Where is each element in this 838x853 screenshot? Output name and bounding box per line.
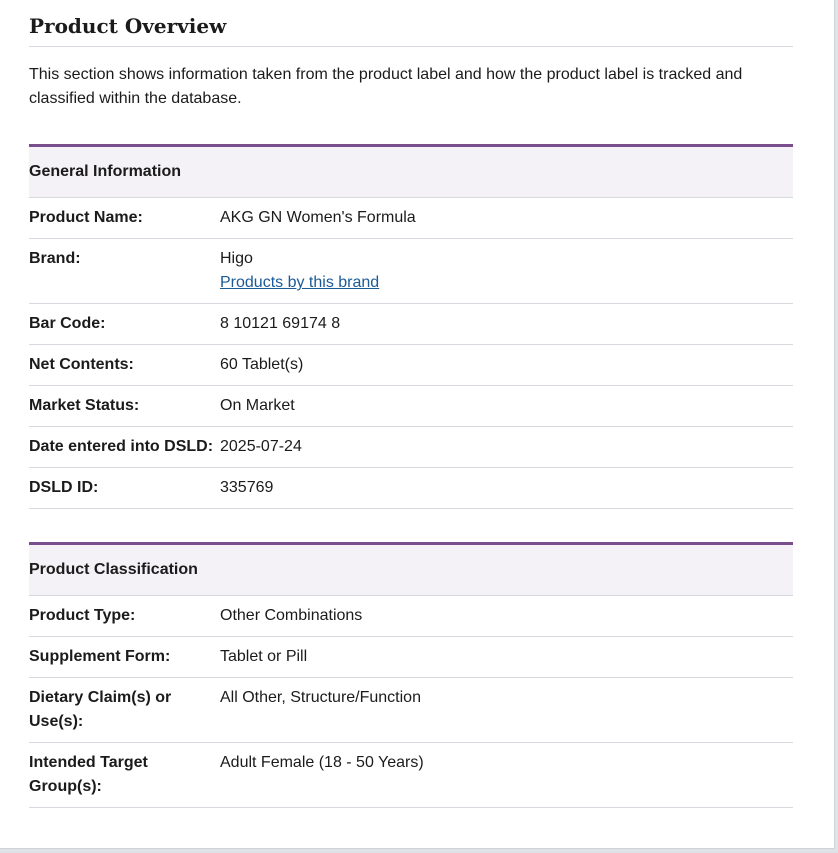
product-type-value: Other Combinations: [220, 596, 793, 637]
table-row: [29, 386, 793, 427]
table-row: [29, 743, 793, 808]
market-status-value: On Market: [220, 386, 793, 427]
product-classification-table: [29, 542, 793, 808]
section-heading-general-information: General Information: [29, 146, 793, 198]
table-row: [29, 345, 793, 386]
page-title: Product Overview: [29, 14, 227, 38]
net-contents-label: Net Contents:: [29, 345, 220, 386]
dsld-id-value: 335769: [220, 468, 793, 509]
supplement-form-value: Tablet or Pill: [220, 637, 793, 678]
product-name-label: Product Name:: [29, 198, 220, 239]
date-entered-value: 2025-07-24: [220, 427, 793, 468]
product-classification-header-row: [29, 544, 793, 596]
products-by-brand-link[interactable]: Products by this brand: [220, 274, 380, 291]
table-row: [29, 427, 793, 468]
table-row: [29, 678, 793, 743]
bar-code-value: 8 10121 69174 8: [220, 304, 793, 345]
product-overview-content: [29, 0, 793, 808]
product-type-label: Product Type:: [29, 596, 220, 637]
table-row: [29, 637, 793, 678]
net-contents-value: 60 Tablet(s): [220, 345, 793, 386]
bar-code-label: Bar Code:: [29, 304, 220, 345]
general-information-table: [29, 144, 793, 509]
brand-value: Higo: [220, 250, 253, 267]
product-name-value: AKG GN Women's Formula: [220, 198, 793, 239]
dsld-id-label: DSLD ID:: [29, 468, 220, 509]
table-row: [29, 596, 793, 637]
target-group-label: Intended Target Group(s):: [29, 743, 220, 808]
dietary-claims-value: All Other, Structure/Function: [220, 678, 793, 743]
supplement-form-label: Supplement Form:: [29, 637, 220, 678]
section-heading-product-classification: Product Classification: [29, 544, 793, 596]
intro-text: This section shows information taken from the product label and how the product label is tracked and classified within the database.: [29, 66, 743, 107]
general-information-header-row: [29, 146, 793, 198]
dietary-claims-label: Dietary Claim(s) or Use(s):: [29, 678, 220, 743]
table-row: [29, 304, 793, 345]
table-row: [29, 239, 793, 304]
target-group-value: Adult Female (18 - 50 Years): [220, 743, 793, 808]
table-row: [29, 198, 793, 239]
table-row: [29, 468, 793, 509]
brand-cell: [220, 239, 793, 304]
title-divider: [29, 46, 793, 47]
market-status-label: Market Status:: [29, 386, 220, 427]
date-entered-label: Date entered into DSLD:: [29, 427, 220, 468]
brand-label: Brand:: [29, 239, 220, 304]
